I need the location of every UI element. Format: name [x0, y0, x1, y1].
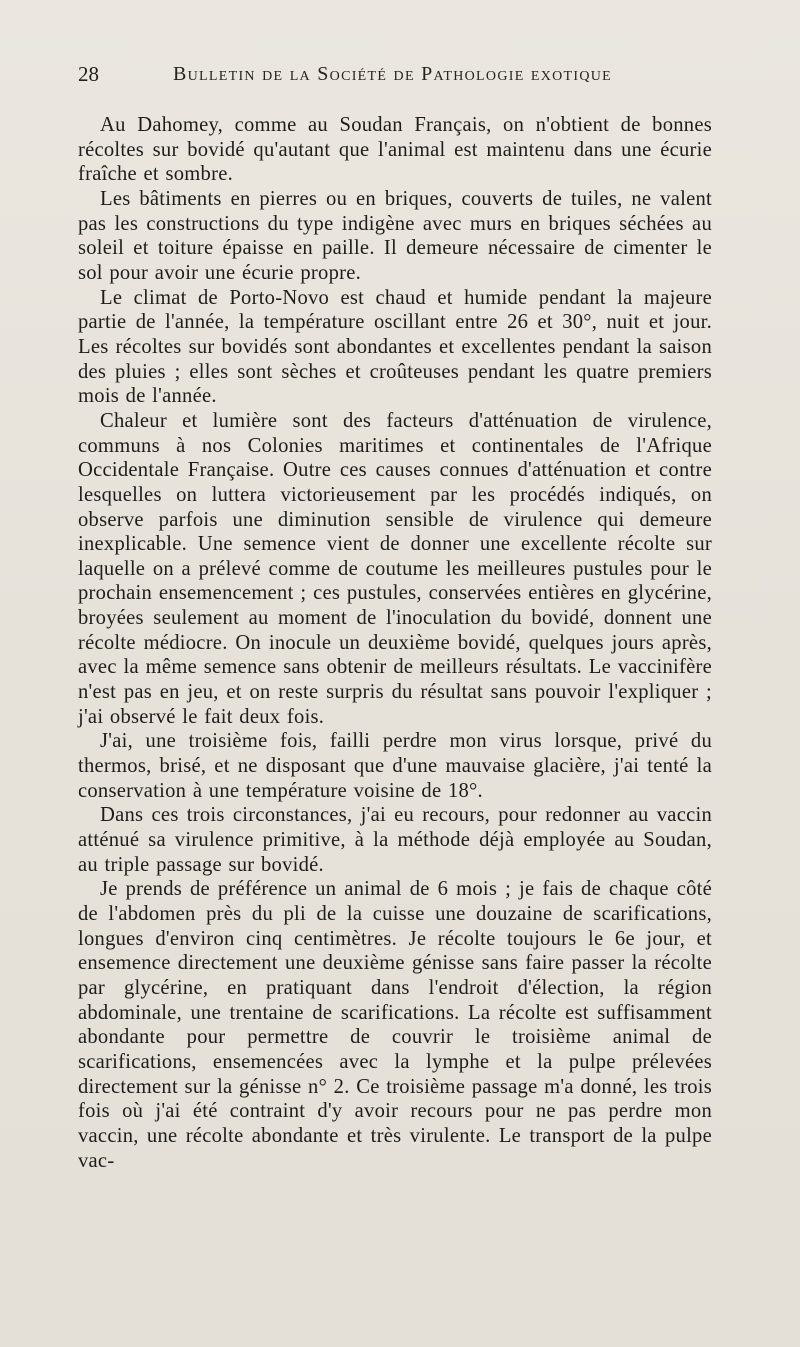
paragraph-climat: Le climat de Porto-Novo est chaud et humide pendant la majeure partie de l'année, la température oscillant entre 26 et 30°, nuit et jour. Les récoltes sur bovidés sont abondantes et excellentes pendant la saison des pluies ; elles sont sèches et croûteuses pendant les quatre premiers mois de l'année.: [78, 286, 712, 408]
paragraph-dahomey: Au Dahomey, comme au Soudan Français, on n'obtient de bonnes récoltes sur bovidé qu'autant que l'animal est maintenu dans une écurie fraîche et sombre.: [78, 114, 712, 186]
paragraph-chaleur-lumiere: Chaleur et lumière sont des facteurs d'atténuation de virulence, communs à nos Colonies maritimes et continentales de l'Afrique Occidentale Française. Outre ces causes connues d'atténuation et contre lesquelles on luttera victorieusement par les procédés indiqués, on observe parfois une diminution sensible de virulence qui demeure inexplicable. Une semence vient de donner une excellente récolte sur laquelle on a prélevé comme de coutume les meilleures pustules pour le prochain ensemencement ; ces pustules, conservées entières en glycérine, broyées seulement au moment de l'inoculation du bovidé, donnent une récolte médiocre. On inocule un deuxième bovidé, quelques jours après, avec la même semence sans obtenir de meilleurs résultats. Le vaccinifère n'est pas en jeu, et on reste surpris du résultat sans pouvoir l'expliquer ; j'ai observé le fait deux fois.: [78, 409, 712, 728]
paragraph-circonstances: Dans ces trois circonstances, j'ai eu recours, pour redonner au vaccin atténué sa virulence primitive, à la méthode déjà employée au Soudan, au triple passage sur bovidé.: [78, 804, 712, 876]
paragraph-batiments: Les bâtiments en pierres ou en briques, couverts de tuiles, ne valent pas les constructions du type indigène avec murs en briques séchées au soleil et toiture épaisse en paille. Il demeure nécessaire de cimenter le sol pour avoir une écurie propre.: [78, 187, 712, 284]
running-title: Bulletin de la Société de Pathologie exotique: [173, 63, 613, 85]
page-header: [78, 62, 718, 92]
paragraph-methode: Je prends de préférence un animal de 6 mois ; je fais de chaque côté de l'abdomen près du pli de la cuisse une douzaine de scarifications, longues d'environ cinq centimètres. Je récolte toujours le 6e jour, et ensemence directement une deuxième génisse sans faire passer la récolte par glycérine, en pratiquant dans l'endroit d'élection, la région abdominale, une trentaine de scarifications. La récolte est suffisamment abondante pour permettre de couvrir le troisième animal de scarifications, ensemencées avec la lymphe et la pulpe prélevées directement sur la génisse n° 2. Ce troisième passage m'a donné, les trois fois où j'ai été contraint d'y avoir recours pour ne pas perdre mon vaccin, une récolte abondante et très virulente. Le transport de la pulpe vac-: [78, 878, 712, 1172]
body-text: [78, 113, 712, 1173]
page-number: 28: [78, 62, 99, 86]
paragraph-thermos: J'ai, une troisième fois, failli perdre mon virus lorsque, privé du thermos, brisé, et ne disposant que d'une mauvaise glacière, j'ai tenté la conservation à une température voisine de 18°.: [78, 730, 712, 802]
